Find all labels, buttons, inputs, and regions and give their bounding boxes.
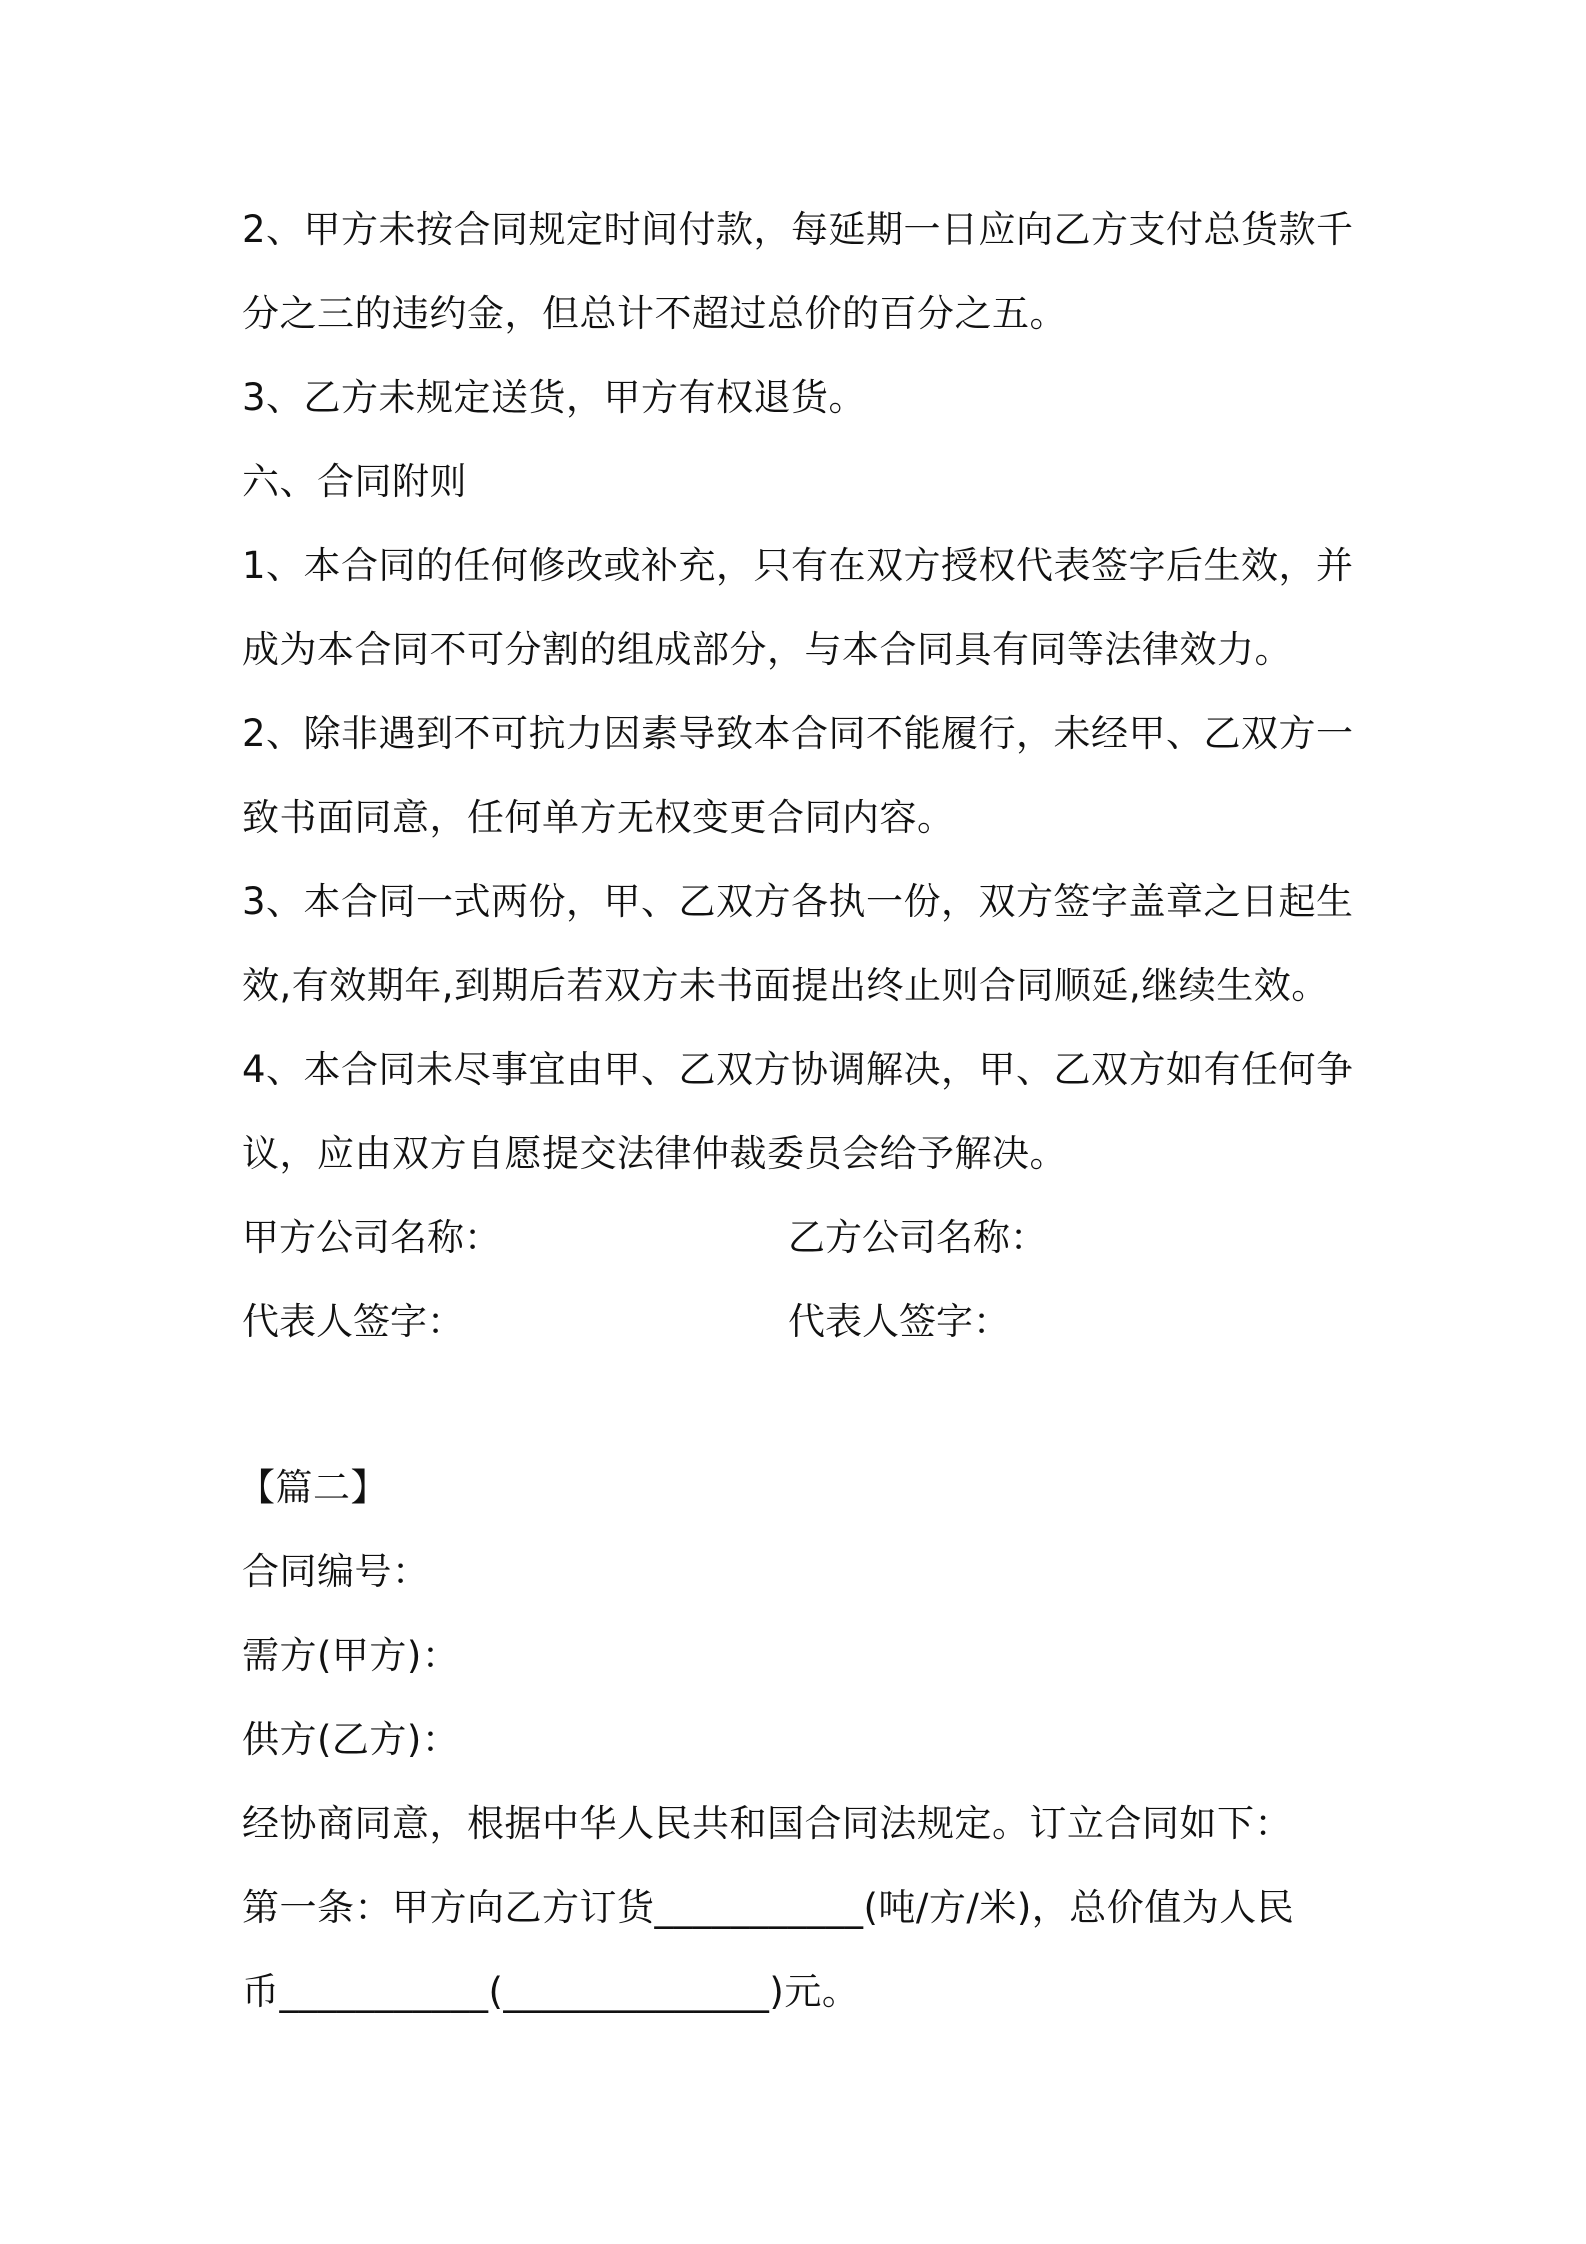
party-a-rep-label: 代表人签字： [242,1300,464,1343]
article-1-line-1: 第一条：甲方向乙方订货___________(吨/方/米)，总价值为人民 [242,1886,1295,1929]
article-1-line-2: 币___________(______________)元。 [242,1970,860,2013]
clause-6-3-line-1: 3、本合同一式两份，甲、乙双方各执一份，双方签字盖章之日起生 [242,880,1354,923]
clause-6-4-line-2: 议，应由双方自愿提交法律仲裁委员会给予解决。 [242,1132,1067,1175]
section-six-heading: 六、合同附则 [242,460,467,503]
contract-number-label: 合同编号： [242,1550,430,1593]
clause-5-2-line-1: 2、甲方未按合同规定时间付款，每延期一日应向乙方支付总货款千 [242,208,1354,251]
buyer-label: 需方(甲方)： [242,1634,460,1677]
party-b-company-label: 乙方公司名称： [788,1216,1047,1259]
party-b-rep-label: 代表人签字： [788,1300,1010,1343]
clause-6-4-line-1: 4、本合同未尽事宜由甲、乙双方协调解决，甲、乙双方如有任何争 [242,1048,1354,1091]
clause-6-2-line-2: 致书面同意，任何单方无权变更合同内容。 [242,796,955,839]
agreement-intro: 经协商同意，根据中华人民共和国合同法规定。订立合同如下： [242,1802,1292,1845]
clause-6-3-line-2: 效,有效期年,到期后若双方未书面提出终止则合同顺延,继续生效。 [242,964,1329,1007]
section-two-heading: 【篇二】 [238,1466,388,1509]
clause-6-1-line-2: 成为本合同不可分割的组成部分，与本合同具有同等法律效力。 [242,628,1292,671]
clause-6-2-line-1: 2、除非遇到不可抗力因素导致本合同不能履行，未经甲、乙双方一 [242,712,1354,755]
party-a-company-label: 甲方公司名称： [242,1216,501,1259]
supplier-label: 供方(乙方)： [242,1718,460,1761]
clause-6-1-line-1: 1、本合同的任何修改或补充，只有在双方授权代表签字后生效，并 [242,544,1354,587]
clause-5-3: 3、乙方未规定送货，甲方有权退货。 [242,376,867,419]
clause-5-2-line-2: 分之三的违约金，但总计不超过总价的百分之五。 [242,292,1067,335]
